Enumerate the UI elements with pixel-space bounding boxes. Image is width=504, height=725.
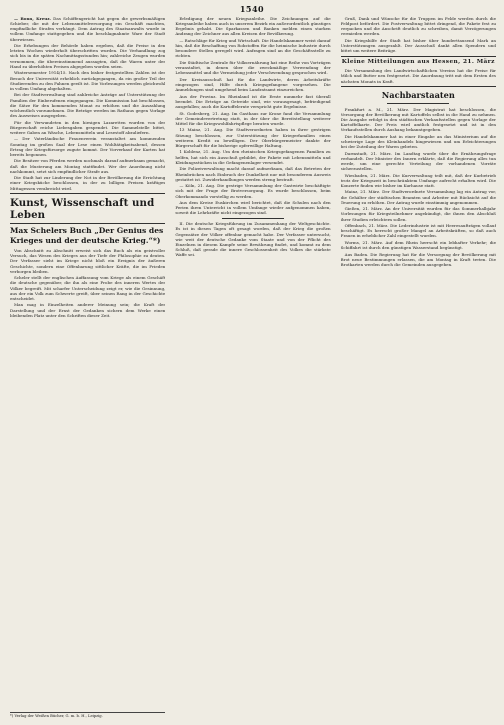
section-divider — [341, 56, 496, 57]
article-paragraph: Aus dem Kreise Euskirchen wird berichtet, daß die Schulen nach den Ferien ihren Unterricht in vollem Umfange wieder aufgenommen haben, soweit die Lehrkräfte nicht eingezogen sind. — [175, 200, 331, 216]
article-paragraph: Wintersemester 1914/15. Nach den bisher festgestellten Zahlen ist der Besuch der Universität erheblich zurückgegangen, da ein großer Teil der Studierenden zu den Fahnen geeilt ist. Die Vorlesungen werden gleichwohl in vollem Umfang abgehalten. — [10, 70, 166, 91]
section-divider — [10, 193, 165, 194]
page-number: 1540 — [239, 4, 265, 14]
article-paragraph: 13 Mainz, 21. Aug. Die Stadtverordneten haben in ihrer gestrigen Sitzung beschlossen, zur Unterstützung der Kriegerfamilien einen weiteren Kredit zu bewilligen. Der Oberbürgermeister dankte der Bürgerschaft für die bisherige opferwillige Haltung. — [175, 127, 331, 148]
article-paragraph: Die Kriegshilfe der Stadt hat bisher über hunderttausend Mark an Unterstützungen ausgezahlt. Der Ausschuß dankt allen Spendern und bittet um weitere Beiträge. — [340, 38, 496, 54]
section-divider — [10, 223, 165, 224]
article-text: Das Schöffengericht hat gegen die gewerbsmäßigen Schieber, die mit der Lebensmittelversorgung ein Geschäft machten, empfindliche Strafen verhängt. Dem Antrag des Staatsanwalts wurde in vollem Umfange stattgegeben und die beschlagnahmte Ware der Stadt überwiesen. — [10, 16, 166, 42]
section-heading: Nachbarstaaten — [381, 90, 455, 101]
article-paragraph: Aus der Provinz. Im Rheinland ist die Ernte nunmehr fast überall beendet. Die Erträge an Getreide sind, wie vorausgesagt, befriedigend ausgefallen; auch die Kartoffelernte verspricht gute Ergebnisse. — [175, 93, 331, 110]
column-left — [10, 16, 165, 719]
section-heading: Kunst, Wissenschaft und Leben — [10, 196, 155, 221]
article-paragraph: Man mag in Einzelheiten anderer Meinung sein; die Kraft der Darstellung und der Ernst der Gedanken sichern dem Werke einen bleibenden Platz unter den Schriften dieser Zeit. — [10, 302, 166, 318]
article-paragraph: Von Abschnitt zu Abschnitt erweist sich das Buch als ein geistvoller Versuch, das Wesen des Krieges aus der Tiefe der Philosophie zu deuten. Der Verfasser sieht im Kriege nicht bloß ein Ereignis der äußeren Geschichte, sondern eine Offenbarung sittlicher Kräfte, die im Frieden verborgen bleiben. — [10, 248, 166, 274]
article-paragraph: Wiesbaden, 21. März. Die Kurverwaltung teilt mit, daß der Kurbetrieb trotz der Kriegszeit in beschränktem Umfange aufrecht erhalten wird. Die Konzerte finden wie bisher im Kurhause statt. — [340, 172, 496, 188]
article-paragraph: Gruß, Dank und Wünsche für die Truppen im Felde werden durch die Feldpost befördert. Die Postverwaltung bittet dringend, die Pakete fest zu verpacken und die Anschrift deutlich zu schreiben, damit Verzögerungen vermieden werden. — [340, 16, 496, 37]
article-paragraph: 1 Koblenz, 21. Aug. Um den rheinischen Kriegsgefangenen Familien zu helfen, hat sich ein Ausschuß gebildet, der Pakete mit Lebensmitteln und Kleidungsstücken in die Gefangenenlager versendet. — [175, 149, 331, 165]
article-paragraph: Die Handelskammer hat in einer Eingabe an das Ministerium auf die schwierige Lage des Kleinhandels hingewiesen und um Erleichterungen bei der Zuteilung der Waren gebeten. — [340, 133, 496, 149]
article-paragraph: Scheler stellt der englischen Auffassung vom Kriege als einem Geschäft die deutsche gegenüber, die ihn als eine Probe des inneren Wertes der Völker begreift. Mit scharfer Unterscheidung zeigt er, wie die Gesinnung, aus der ein Volk zum Schwerte greift, über seinen Rang in der Geschichte entscheidet. — [10, 275, 166, 301]
article-paragraph: Die Erhebungen der Behörde haben ergeben, daß die Preise in den letzten Wochen wiederholt überschritten wurden. Die Verhandlung zog sich bis in die späten Nachmittagsstunden hin; zahlreiche Zeugen wurden vernommen, die übereinstimmend aussagten, daß die Waren unter der Hand zu überhöhten Preisen abgegeben worden seien. — [10, 43, 166, 69]
footnote: *) Verlag der Weißen Bücher, G. m. b. H., Leipzig. — [10, 712, 165, 719]
article-paragraph: Worms, 21. März. Auf dem Rhein herrscht ein lebhafter Verkehr; die Schiffahrt ist durch den günstigen Wasserstand begünstigt. — [340, 240, 496, 251]
small-section-heading: Kleine Mitteilungen aus Hessen, 21. März — [341, 59, 495, 66]
article-paragraph: St. Godesberg, 21. Aug. Im Gasthaus zur Krone fand die Versammlung der Gemeindevertretung statt, in der über die Bereitstellung weiterer Mittel für die Kriegswohlfahrtspflege beraten wurde. — [175, 110, 331, 126]
article-paragraph: Aus Baden. Die Regierung hat für die Versorgung der Bevölkerung mit Brot neue Bestimmungen erlassen, die am Montag in Kraft treten. Die Brotkarten werden durch die Gemeinden ausgegeben. — [340, 251, 496, 268]
column-middle — [175, 16, 330, 719]
article-paragraph: Die Stadt hat zur Linderung der Not in der Bevölkerung die Errichtung einer Kriegsküche beschlossen, in der zu billigen Preisen kräftiges Mittagessen verabreicht wird. — [10, 175, 166, 191]
article-paragraph — [10, 16, 165, 42]
article-paragraph: — Köln, 21. Aug. Die gestrige Versammlung der Gastwirte beschäftigte sich mit der Frage der Brotversorgung. Es wurde beschlossen, beim Oberkommando vorstellig zu werden. — [175, 183, 331, 199]
article-paragraph: Für die Verwundeten in den hiesigen Lazaretten wurden von der Bürgerschaft reiche Liebesgaben gespendet. Die Sammelstelle bittet, weitere Gaben an Wäsche, Lebensmitteln und Lesestoff abzuliefern. — [10, 119, 166, 135]
column-right-content — [341, 16, 496, 719]
column-left-content — [10, 16, 165, 719]
article-paragraph: Die Städtische Zentrale für Volksernährung hat eine Reihe von Vorträgen veranstaltet, in denen über die zweckmäßige Verwendung der Lebensmittel und die Vermeidung jeder Verschwendung gesprochen wird. — [175, 60, 331, 76]
article-paragraph: Mainz, 21. März. Der Stadtverordnete Versammlung lag ein Antrag vor, die Gehälter der städtischen Beamten und Arbeiter mit Rücksicht auf die Teuerung zu erhöhen. Der Antrag wurde einstimmig angenommen. — [340, 189, 496, 205]
section-divider — [222, 218, 284, 219]
article-paragraph: Die Versammlung des Landwirtschaftlichen Vereins hat die Preise für Milch und Butter neu festgesetzt. Die Anordnung tritt mit dem Ersten des nächsten Monats in Kraft. — [340, 68, 496, 84]
article-lead: — Bonn, Kreuz. — [14, 16, 51, 21]
article-paragraph: — Ratschläge für Krieg und Wirtschaft. Die Handelskammer weist darauf hin, daß die Beschaffung von Rohstoffen für die heimische Industrie durch besondere Stellen geregelt wird. Anfragen sind an die Geschäftsstelle zu richten. — [175, 38, 331, 59]
columns — [10, 16, 496, 719]
article-paragraph: Bei der Stadtverwaltung sind zahlreiche Anträge auf Unterstützung der Familien der Einberufenen eingegangen. Die Kommission hat beschlossen, die Sätze für den kommenden Monat zu erhöhen und die Auszahlung wöchentlich vorzunehmen. Die Beträge werden im Rathaus gegen Vorlage des Ausweises ausgegeben. — [10, 92, 166, 118]
article-paragraph: Offenbach, 21. März. Die Lederindustrie ist mit Heeresaufträgen vollauf beschäftigt. Es herrscht großer Mangel an Arbeitskräften, so daß auch Frauen in erheblicher Zahl eingestellt wurden. — [340, 223, 496, 239]
article-paragraph: Die Besitzer von Pferden werden nochmals darauf aufmerksam gemacht, daß die Musterung am Montag stattfindet. Wer der Anordnung nicht nachkommt, setzt sich empfindlicher Strafe aus. — [10, 158, 166, 174]
article-paragraph: — Der Vaterländische Frauenverein veranstaltet am kommenden Sonntag im großen Saal der Lese einen Wohltätigkeitsabend, dessen Ertrag der Kriegsfürsorge zugute kommt. Der Vorverkauf der Karten hat bereits begonnen. — [10, 136, 166, 157]
article-paragraph: Darmstadt, 21. März. Im Landtag wurde über die Ernährungsfrage verhandelt. Der Minister des Innern erklärte, daß die Regierung alles tun werde, um eine gerechte Verteilung der vorhandenen Vorräte sicherzustellen. — [340, 150, 496, 172]
article-paragraph: Die Polizeiverwaltung macht darauf aufmerksam, daß das Betreten der Rheinbrücken nach Einbruch der Dunkelheit nur mit besonderem Ausweis gestattet ist. Zuwiderhandlungen werden streng bestraft. — [175, 166, 331, 182]
article-paragraph: Erledigung der neuen Kriegsanleihe. Die Zeichnungen auf die Kriegsanleihe haben auch in unserem Bezirk ein außerordentlich günstiges Ergebnis gehabt. Die Sparkassen und Banken melden einen starken Andrang der Zeichner aus allen Kreisen der Bevölkerung. — [175, 16, 331, 37]
article-paragraph: Frankfurt a. M., 21. März. Der Magistrat hat beschlossen, die Versorgung der Bevölkerung mit Kartoffeln selbst in die Hand zu nehmen. Die Ausgabe erfolgt in den städtischen Verkaufsstellen gegen Vorlage der Kartoffelkarte. Der Preis wird amtlich festgesetzt und ist in den Verkaufsstellen durch Aushang bekanntgegeben. — [340, 106, 496, 133]
column-middle-content — [175, 16, 330, 719]
article-paragraph: Gießen, 21. März. An der Universität wurden für das Sommerhalbjahr Vorlesungen für Kriegsteilnehmer angekündigt, die ihnen den Abschluß ihrer Studien erleichtern sollen. — [340, 206, 496, 222]
section-divider — [387, 103, 449, 104]
article-title: Max Schelers Buch „Der Genius des Krieges und der deutsche Krieg.“*) — [10, 226, 164, 245]
article-paragraph: II. Die deutsche Kriegsführung im Zusammenhang der Weltgeschichte. Es ist in diesen Tagen oft gesagt worden, daß der Krieg die großen Gegensätze der Völker offenbar gemacht habe. Der Verfasser untersucht, wie weit der deutsche Gedanke vom Staate und von der Pflicht des Einzelnen in diesem Kampfe seine Bewährung findet, und kommt zu dem Schluß, daß gerade die innere Geschlossenheit des Volkes die stärkste Waffe sei. — [175, 221, 331, 258]
article-paragraph: Der Kreisausschuß hat für die Landwirte, deren Arbeitskräfte eingezogen sind, Hilfe durch Kriegsgefangene vorgesehen. Die Anmeldungen sind umgehend beim Landratsamt einzureichen. — [175, 76, 331, 93]
section-divider — [341, 86, 496, 87]
column-right — [341, 16, 496, 719]
